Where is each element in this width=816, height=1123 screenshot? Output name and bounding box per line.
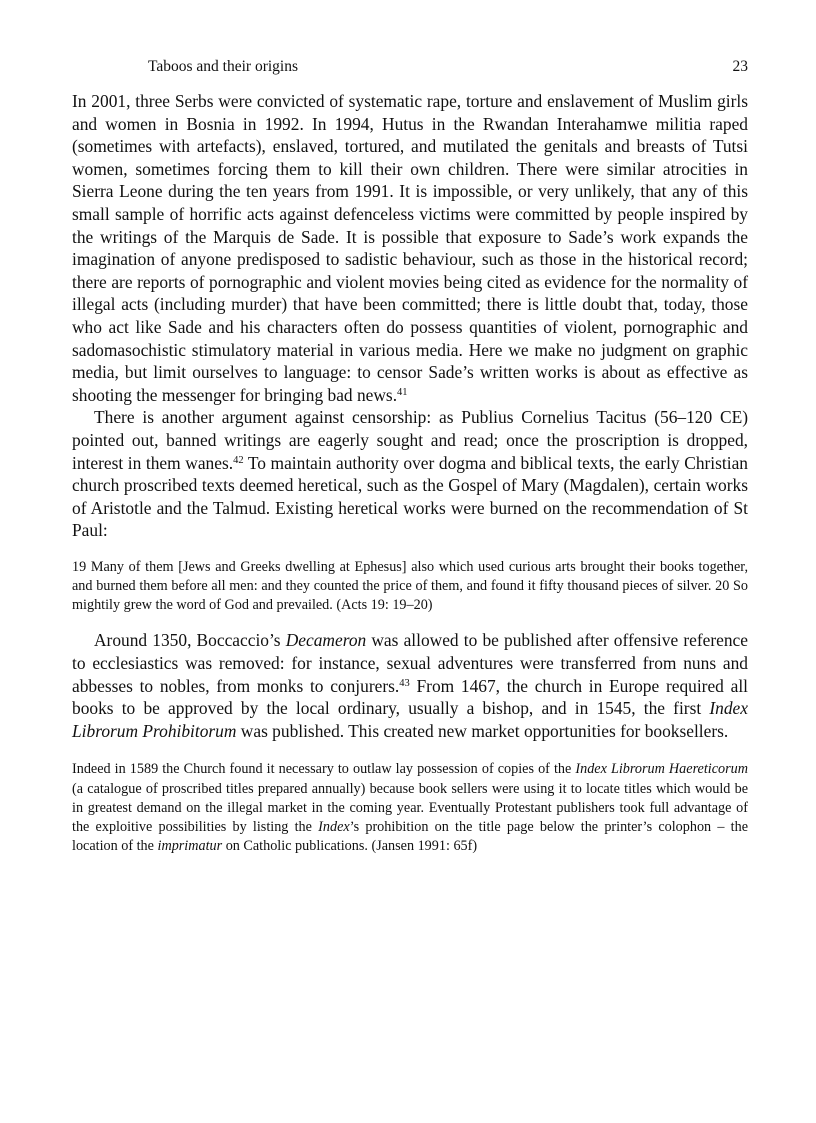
paragraph-text: In 2001, three Serbs were convicted of systematic rape, torture and enslavement of Muslim girls and women in Bosnia in 1992. In 1994, Hutus in the Rwandan Interahamwe militia raped (sometimes with artefacts), enslaved, tortured, and mutilated the genitals and breasts of Tutsi women, sometimes forcing them to kill their own children. There were similar atrocities in Sierra Leone during the ten years from 1991. It is impossible, or very unlikely, that any of this small sample of horrific acts against defenceless victims were committed by people inspired by the writings of the Marquis de Sade. It is possible that exposure to Sade’s work expands the imagination of anyone predisposed to sadistic behaviour, such as those in the historical record; there are reports of pornographic and violent movies being cited as evidence for the normality of illegal acts (including murder) that have been committed; there is little doubt that, today, those who act like Sade and his characters often do possess quantities of violent, pornographic and sadomasochistic stimulatory material in various media. Here we make no judgment on graphic media, but limit ourselves to language: to censor Sade’s written works is about as effective as shooting the messenger for bringing bad news. <box>72 91 748 405</box>
footnote-marker-43[interactable]: 43 <box>399 677 410 689</box>
block-quote-acts <box>72 558 748 616</box>
paragraph-text: From 1467, the church in Europe required all books to be approved by the local ordinary, usually a bishop, and in 1545, the first <box>72 675 748 719</box>
quote-text: ’s prohibition on the title page below the printer’s colophon – the location of the <box>72 819 749 855</box>
paragraph-text: To maintain authority over dogma and biblical texts, the early Christian church proscribed texts deemed heretical, such as the Gospel of Mary (Magdalen), certain works of Aristotle and the Talmud. Existing heretical works were burned on the recommendation of St Paul: <box>72 452 748 541</box>
book-page <box>72 58 748 870</box>
paragraph-text: was allowed to be published after offensive reference to ecclesiastics was removed: for instance, sexual adventures were transferred from nuns and abbesses to nobles, from monks to conjurers. <box>72 630 748 696</box>
title-index-short: Index <box>318 819 350 836</box>
running-header <box>72 58 748 76</box>
paragraph-text: was published. This created new market opportunities for booksellers. <box>236 720 729 741</box>
title-index-prohibitorum: Index Librorum Prohibitorum <box>72 698 748 741</box>
paragraph-censorship <box>72 406 748 542</box>
paragraph-text: There is another argument against censorship: as Publius Cornelius Tacitus (56–120 CE) pointed out, banned writings are eagerly sought and read; once the proscription is dropped, interest in them wanes. <box>72 407 748 473</box>
paragraph-boccaccio <box>72 629 748 742</box>
title-index-haereticorum: Index Librorum Haereticorum <box>575 761 748 778</box>
quote-text: (a catalogue of proscribed titles prepared annually) because book sellers were using it to locate titles which would be in greatest demand on the illegal market in the coming year. Eventually Protestant publishers took full advantage of the exploitive possibilities by listing the <box>72 780 748 836</box>
footnote-marker-41[interactable]: 41 <box>397 386 408 398</box>
quote-text: 19 Many of them [Jews and Greeks dwelling at Ephesus] also which used curious arts brought their books together, and burned them before all men: and they counted the price of them, and found it fifty thousand pieces of silver. 20 So mightily grew the word of God and prevailed. (Acts 19: 19–20) <box>72 558 748 614</box>
quote-text: Indeed in 1589 the Church found it necessary to outlaw lay possession of copies of the <box>72 761 576 778</box>
block-quote-jansen <box>72 760 748 856</box>
paragraph-text: Around 1350, Boccaccio’s <box>94 630 286 651</box>
term-imprimatur: imprimatur <box>157 838 223 855</box>
paragraph-atrocities <box>72 90 748 406</box>
quote-text: on Catholic publications. (Jansen 1991: 65f) <box>222 838 478 855</box>
page-number: 23 <box>732 58 748 75</box>
title-decameron: Decameron <box>285 630 367 651</box>
footnote-marker-42[interactable]: 42 <box>233 454 244 466</box>
running-title: Taboos and their origins <box>148 58 299 75</box>
